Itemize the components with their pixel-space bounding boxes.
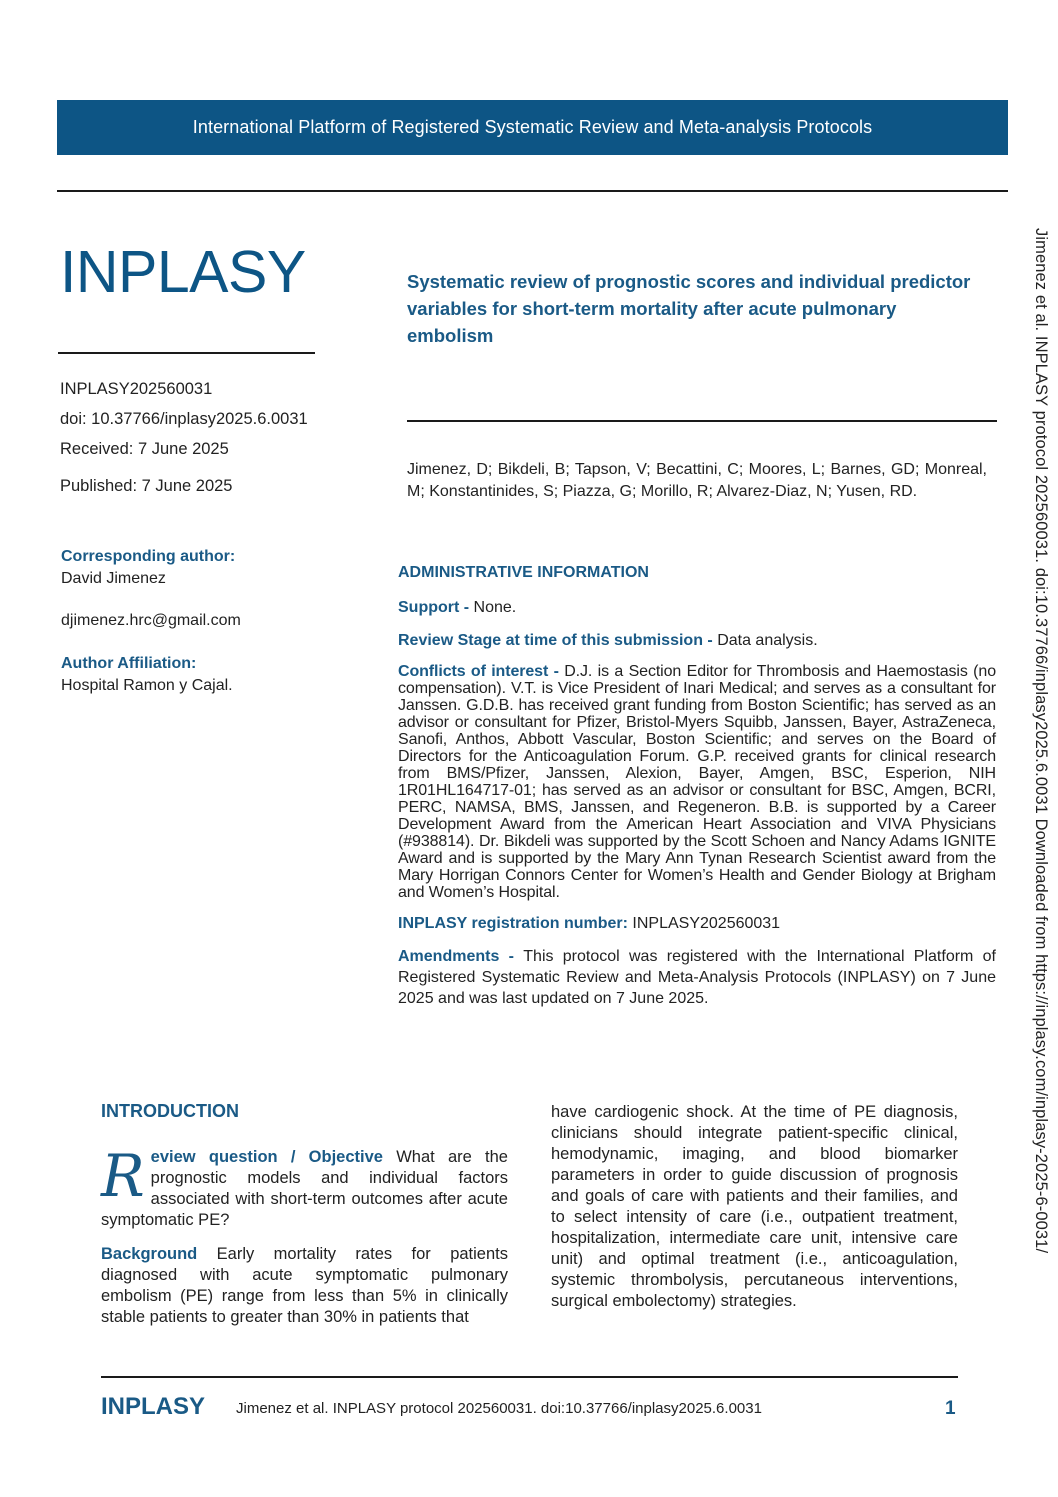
background-text: Early mortality rates for patients diagnosed with acute symptomatic pulmonary embolism (PE) range from less than 5% in clinically stable patients to greater than 30% in patients that bbox=[101, 1245, 508, 1326]
protocol-id: INPLASY202560031 bbox=[60, 380, 213, 398]
header-rule bbox=[57, 190, 1008, 192]
background-paragraph bbox=[101, 1244, 508, 1328]
amendments-row bbox=[398, 946, 996, 1009]
banner-text: International Platform of Registered Systematic Review and Meta-analysis Protocols bbox=[192, 117, 873, 137]
review-stage-label: Review Stage at time of this submission - bbox=[398, 632, 718, 649]
introduction-heading: INTRODUCTION bbox=[101, 1101, 239, 1121]
corresponding-author-email: djimenez.hrc@gmail.com bbox=[61, 612, 241, 629]
title-rule bbox=[407, 420, 997, 422]
background-label: Background bbox=[101, 1245, 198, 1263]
registration-row bbox=[398, 913, 996, 934]
header-banner bbox=[57, 100, 1008, 155]
footer-citation: Jimenez et al. INPLASY protocol 202560031. doi:10.37766/inplasy2025.6.0031 bbox=[236, 1400, 762, 1417]
corresponding-author-name: David Jimenez bbox=[61, 570, 166, 587]
amendments-label: Amendments - bbox=[398, 948, 524, 965]
support-label: Support - bbox=[398, 599, 474, 616]
intro-left-column bbox=[101, 1142, 508, 1341]
conflicts-row bbox=[398, 663, 996, 901]
support-row bbox=[398, 597, 996, 618]
review-question-label: eview question / Objective bbox=[150, 1148, 383, 1166]
download-watermark: Jimenez et al. INPLASY protocol 202560031. doi:10.37766/inplasy2025.6.0031 Downloaded from https://inplasy.com/inplasy-2025-6-0031/ bbox=[1032, 228, 1050, 1254]
received-date: Received: 7 June 2025 bbox=[60, 440, 229, 458]
author-list: Jimenez, D; Bikdeli, B; Tapson, V; Becattini, C; Moores, L; Barnes, GD; Monreal, M; Konstantinides, S; Piazza, G; Morillo, R; Alvarez-Diaz, N; Yusen, RD. bbox=[407, 461, 987, 500]
brand-logo-text: INPLASY bbox=[60, 239, 306, 305]
administrative-information bbox=[398, 562, 996, 1021]
author-affiliation-label: Author Affiliation: bbox=[61, 655, 197, 672]
published-date: Published: 7 June 2025 bbox=[60, 477, 233, 495]
paper-title: Systematic review of prognostic scores and individual predictor variables for short-term mortality after acute pulmonary embolism bbox=[407, 271, 971, 346]
registration-label: INPLASY registration number: bbox=[398, 915, 633, 932]
intro-right-column: have cardiogenic shock. At the time of PE diagnosis, clinicians should integrate patient-specific clinical, hemodynamic, imaging, and blood biomarker parameters in order to guide discussion of prognosis and goals of care with patients and their families, and to select intensity of care (i.e., outpatient treatment, hospitalization, intermediate care unit, intensive care unit) and optimal treatment (i.e., anticoagulation, systemic thrombolysis, percutaneous interventions, surgical embolectomy) strategies. bbox=[551, 1103, 958, 1310]
footer-rule bbox=[101, 1376, 958, 1378]
conflicts-label: Conflicts of interest - bbox=[398, 663, 565, 680]
review-question-paragraph bbox=[101, 1142, 508, 1231]
page-number: 1 bbox=[945, 1398, 956, 1419]
footer-brand: INPLASY bbox=[101, 1393, 206, 1420]
admin-heading: ADMINISTRATIVE INFORMATION bbox=[398, 564, 649, 581]
conflicts-value: D.J. is a Section Editor for Thrombosis and Haemostasis (no compensation). V.T. is Vice President of Inari Medical; and serves as a consultant for Janssen. G.D.B. has received grant funding from Boston Scientific; has served as an advisor or consultant for Pfizer, Bristol-Myers Squibb, Janssen, Bayer, AstraZeneca, Sanofi, Anthos, Abbott Vascular, Boston Scientific; and serves on the Board of Directors for the Anticoagulation Forum. G.P. received grants for clinical research from BMS/Pfizer, Janssen, Alexion, Bayer, Amgen, BSC, Esperion, NIH 1R01HL164717-01; has served as an advisor or consultant for BSC, Amgen, BCRI, PERC, NAMSA, BMS, Janssen, and Regeneron. B.B. is supported by a Career Development Award from the American Heart Association and VIVA Physicians (#938814). Dr. Bikdeli was supported by the Scott Schoen and Nancy Adams IGNITE Award and is supported by the Mary Ann Tynan Research Scientist award from the Mary Horrigan Connors Center for Women’s Health and Gender Biology at Brigham and Women’s Hospital. bbox=[398, 663, 996, 901]
registration-value: INPLASY202560031 bbox=[632, 915, 781, 932]
doi: doi: 10.37766/inplasy2025.6.0031 bbox=[60, 410, 308, 428]
drop-cap: R bbox=[101, 1142, 145, 1210]
review-stage-row bbox=[398, 630, 996, 651]
brand-rule bbox=[58, 352, 315, 354]
corresponding-author-label: Corresponding author: bbox=[61, 548, 236, 565]
support-value: None. bbox=[473, 599, 517, 616]
review-question-text: What are the prognostic models and individual factors associated with short-term outcomes after acute symptomatic PE? bbox=[101, 1148, 508, 1229]
review-stage-value: Data analysis. bbox=[717, 632, 818, 649]
amendments-value: This protocol was registered with the International Platform of Registered Systematic Review and Meta-Analysis Protocols (INPLASY) on 7 June 2025 and was last updated on 7 June 2025. bbox=[398, 948, 996, 1007]
author-affiliation-value: Hospital Ramon y Cajal. bbox=[61, 677, 233, 694]
